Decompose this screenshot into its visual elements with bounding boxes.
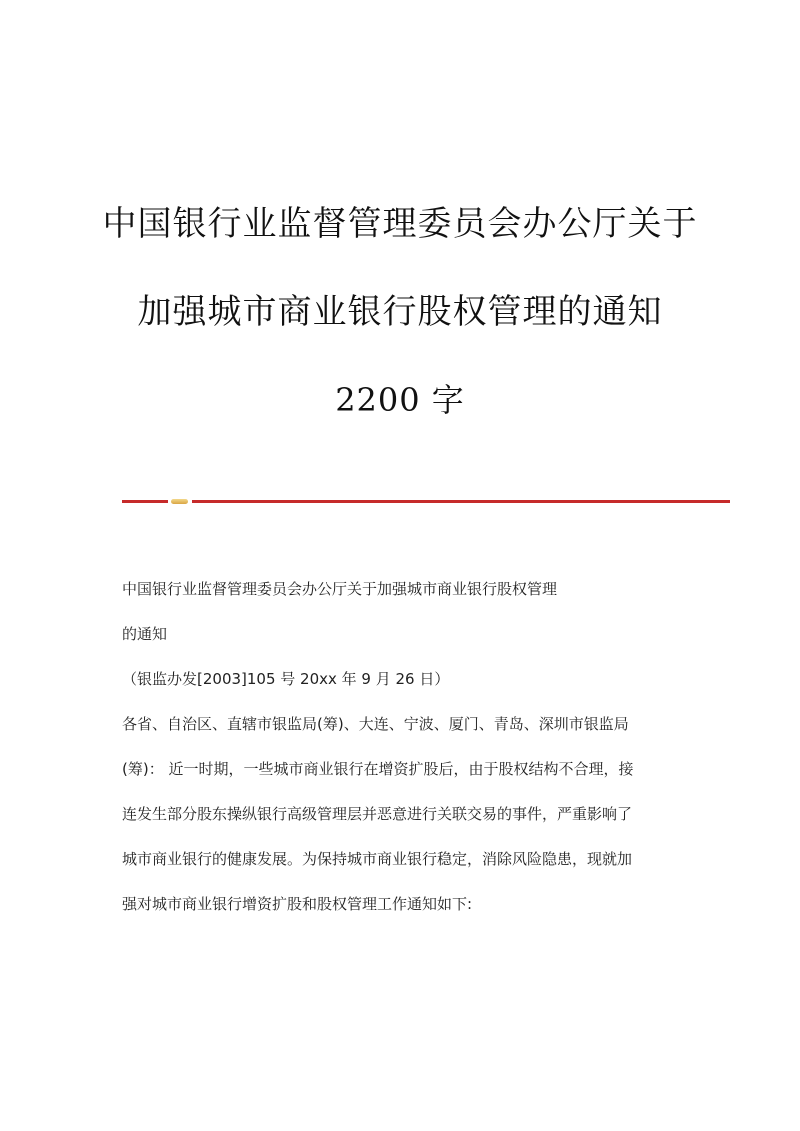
title-line-3: 2200 字 (335, 381, 465, 419)
body-line-1: 各省、自治区、直辖市银监局(筹)、大连、宁波、厦门、青岛、深圳市银监局 (122, 715, 629, 733)
body-line-4: 城市商业银行的健康发展。为保持城市商业银行稳定，消除风险隐患，现就加 (122, 850, 633, 868)
body-line-5: 强对城市商业银行增资扩股和股权管理工作通知如下: (122, 895, 473, 913)
document-title (0, 180, 800, 444)
doc-number: （银监办发[2003]105 号 20xx 年 9 月 26 日） (122, 670, 450, 688)
divider-rule-right (192, 500, 730, 503)
title-line-1: 中国银行业监督管理委员会办公厅关于 (102, 204, 698, 244)
heading-line-2: 的通知 (122, 625, 168, 643)
title-divider (122, 497, 730, 505)
body-line-3: 连发生部分股东操纵银行高级管理层并恶意进行关联交易的事件，严重影响了 (122, 805, 633, 823)
divider-rule-left (122, 500, 168, 503)
divider-ornament-icon (171, 499, 188, 504)
body-line-2: (筹)： 近一时期，一些城市商业银行在增资扩股后，由于股权结构不合理，接 (122, 760, 634, 778)
title-line-2: 加强城市商业银行股权管理的通知 (137, 292, 663, 332)
document-body (122, 576, 692, 936)
heading-line-1: 中国银行业监督管理委员会办公厅关于加强城市商业银行股权管理 (122, 580, 558, 598)
